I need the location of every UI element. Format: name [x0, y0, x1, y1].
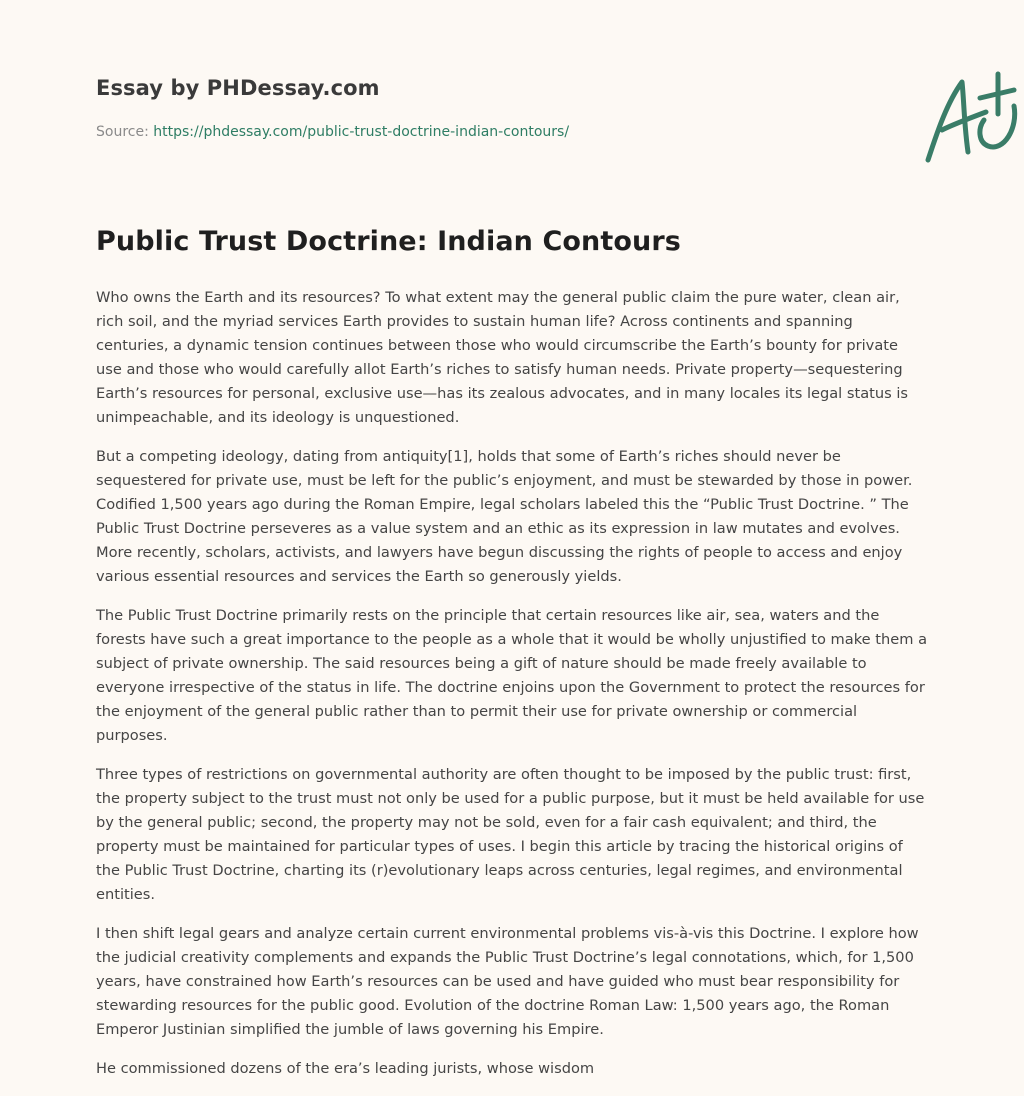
article-title: Public Trust Doctrine: Indian Contours — [96, 226, 681, 257]
source-label: Source: — [96, 124, 149, 140]
paragraph: I then shift legal gears and analyze certain current environmental problems vis-à-vis this Doctrine. I explore how the judicial creativity complements and expands the Public Trust Doctrine’s legal connotations, which, for 1,500 years, have constrained how Earth’s resources can be used and have guided who must bear responsibility for stewarding resources for the public good. Evolution of the doctrine Roman Law: 1,500 years ago, the Roman Emperor Justinian simplified the jumble of laws governing his Empire. — [96, 925, 919, 1038]
paragraph: The Public Trust Doctrine primarily rests on the principle that certain resources like air, sea, waters and the forests have such a great importance to the people as a whole that it would be wholly unjustified to make them a subject of private ownership. The said resources being a gift of nature should be made freely available to everyone irrespective of the status in life. The doctrine enjoins upon the Government to protect the resources for the enjoyment of the general public rather than to permit their use for private ownership or commercial purposes. — [96, 607, 928, 744]
article-body — [96, 286, 928, 1096]
site-brand: Essay by PHDessay.com — [96, 76, 380, 100]
paragraph: He commissioned dozens of the era’s leading jurists, whose wisdom — [96, 1060, 595, 1077]
paragraph: But a competing ideology, dating from antiquity[1], holds that some of Earth’s riches should never be sequestered for private use, must be left for the public’s enjoyment, and must be stewarded by those in power. Codified 1,500 years ago during the Roman Empire, legal scholars labeled this the “Public Trust Doctrine. ” The Public Trust Doctrine perseveres as a value system and an ethic as its expression in law mutates and evolves. More recently, scholars, activists, and lawyers have begun discussing the rights of people to access and enjoy various essential resources and services the Earth so generously yields. — [96, 448, 913, 585]
source-line — [96, 124, 569, 140]
paragraph: Who owns the Earth and its resources? To what extent may the general public claim the pure water, clean air, rich soil, and the myriad services Earth provides to sustain human life? Across continents and spanning centuries, a dynamic tension continues between those who would circumscribe the Earth’s bounty for private use and those who would carefully allot Earth’s riches to satisfy human needs. Private property—sequestering Earth’s resources for personal, exclusive use—has its zealous advocates, and in many locales its legal status is unimpeachable, and its ideology is unquestioned. — [96, 289, 909, 426]
a-plus-grade-icon — [918, 66, 1024, 166]
source-link[interactable]: https://phdessay.com/public-trust-doctrine-indian-contours/ — [153, 124, 570, 140]
paragraph: Three types of restrictions on governmental authority are often thought to be imposed by the public trust: first, the property subject to the trust must not only be used for a public purpose, but it must be held available for use by the general public; second, the property may not be sold, even for a fair cash equivalent; and third, the property must be maintained for particular types of uses. I begin this article by tracing the historical origins of the Public Trust Doctrine, charting its (r)evolutionary leaps across centuries, legal regimes, and environmental entities. — [96, 766, 925, 903]
